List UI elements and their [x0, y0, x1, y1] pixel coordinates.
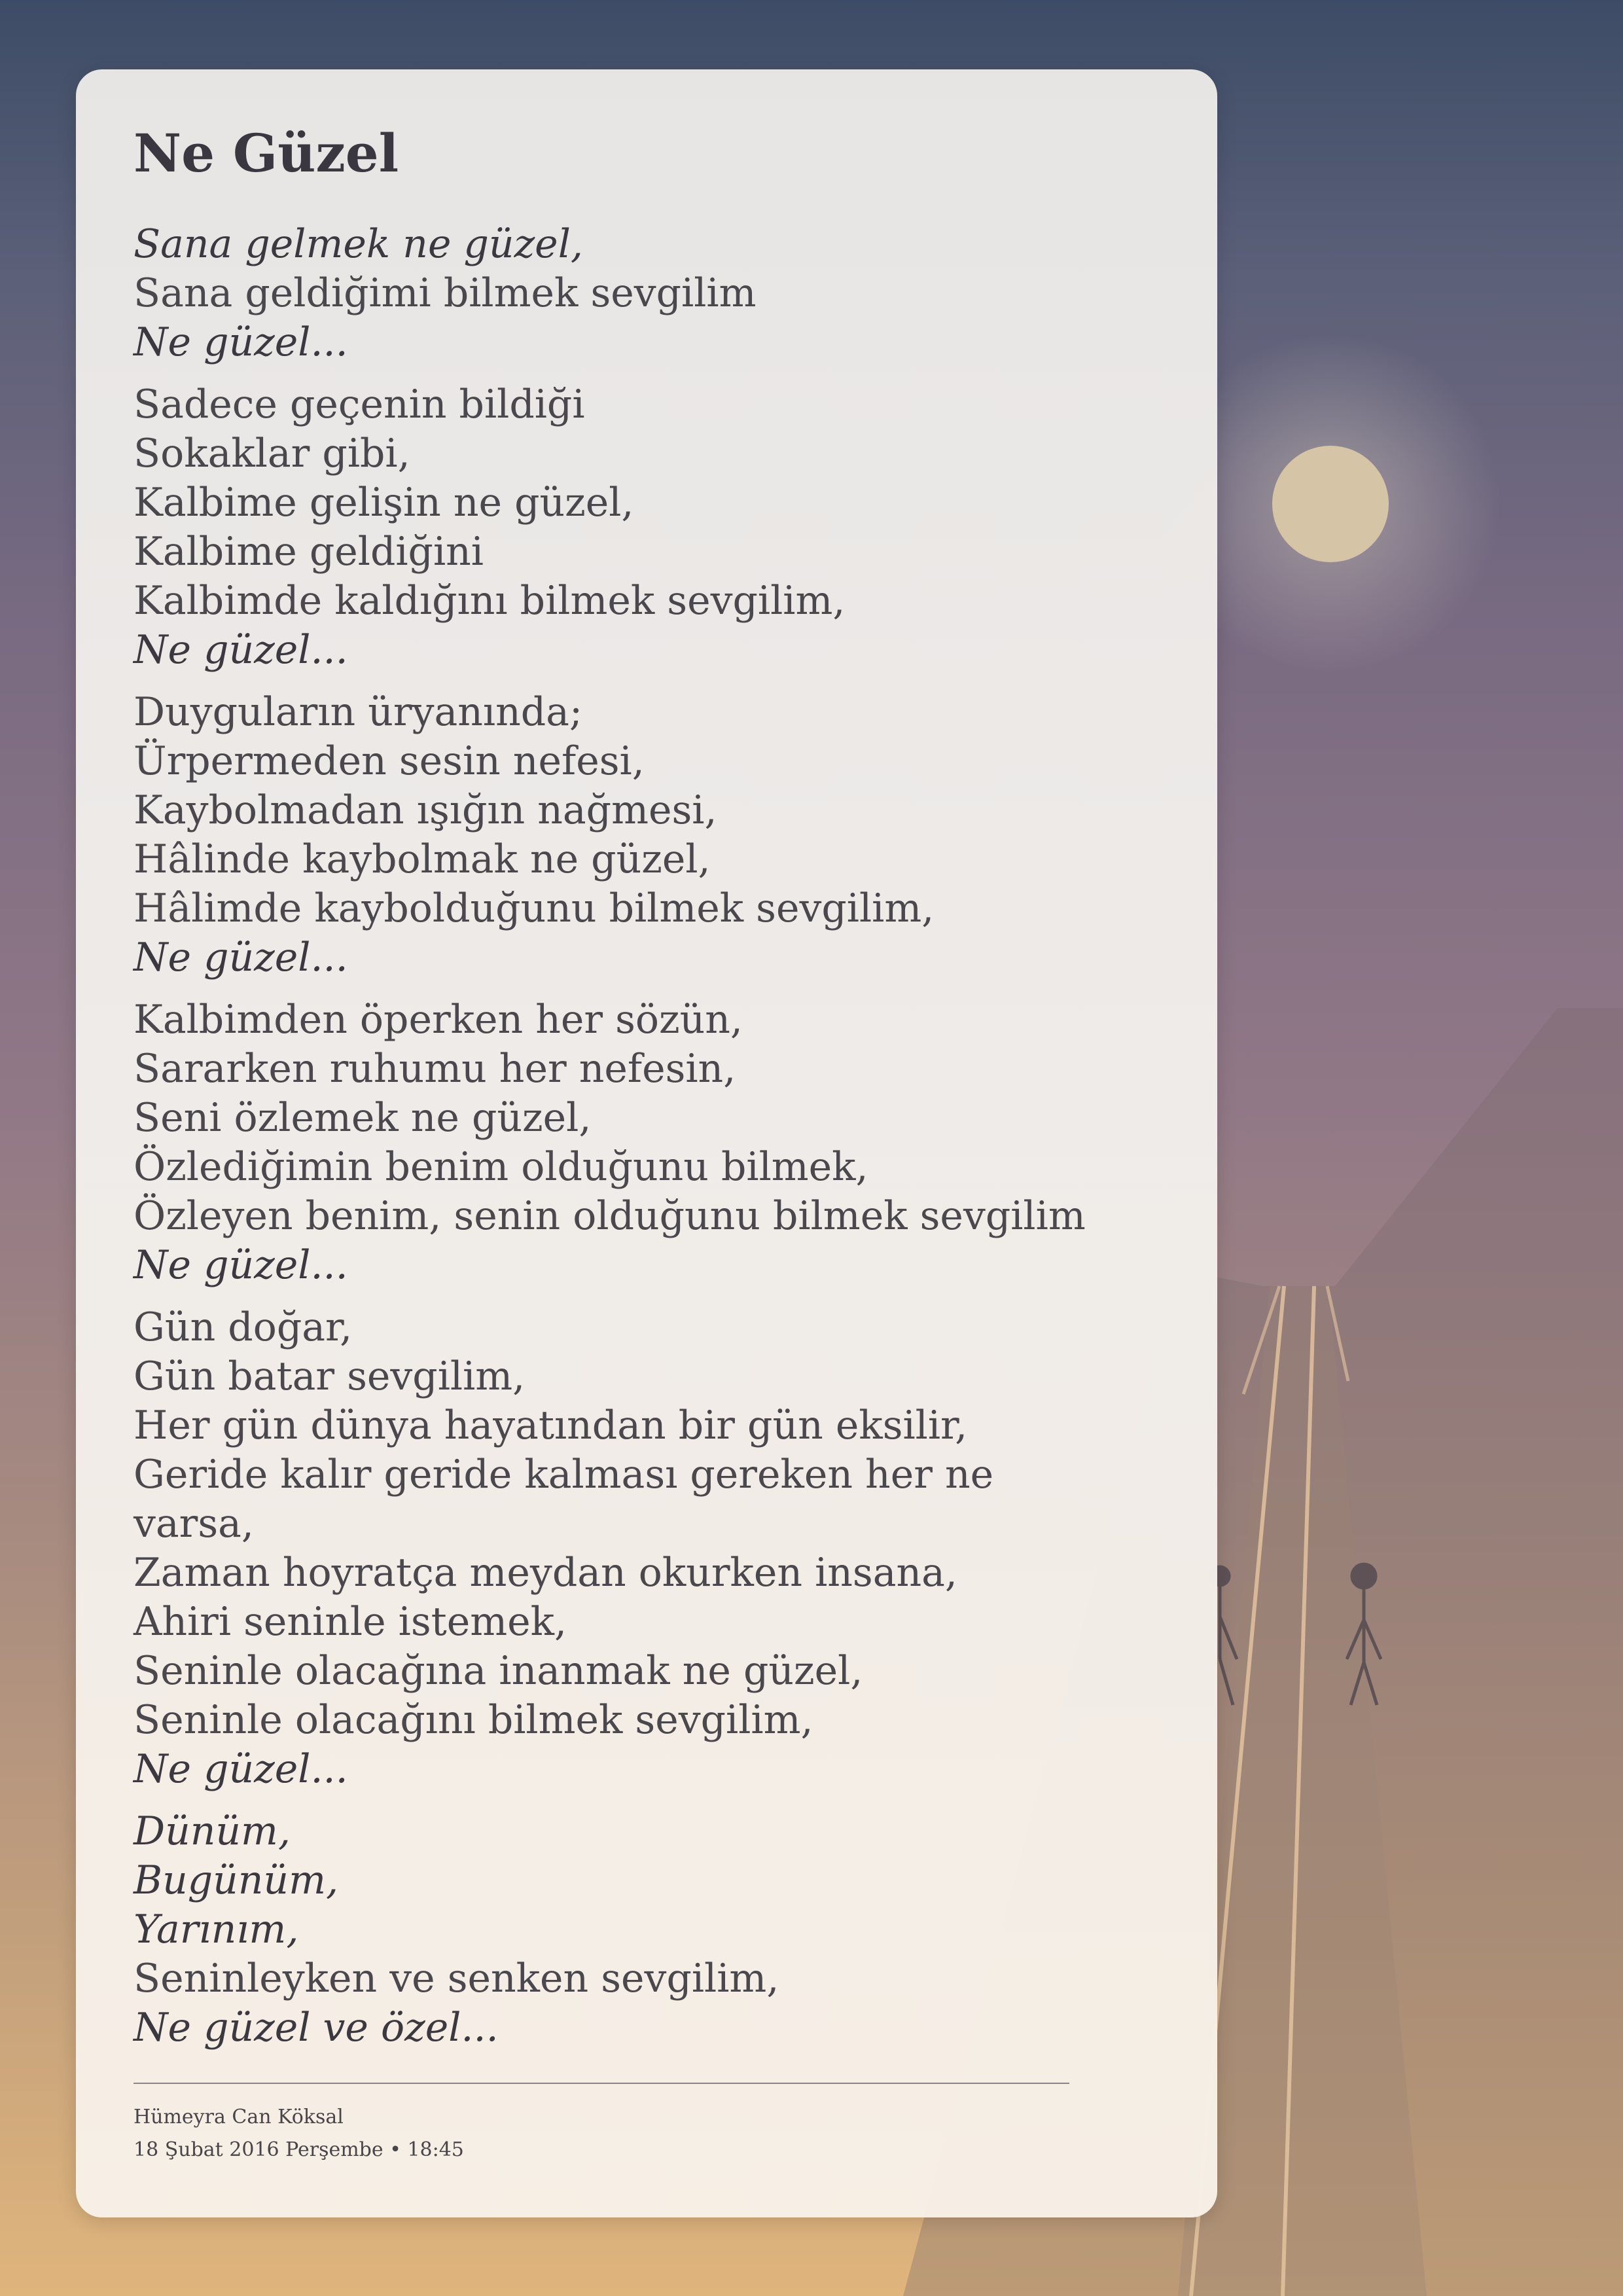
- poem-line: Seninleyken ve senken sevgilim,: [134, 1956, 779, 2001]
- poem-line: Ne güzel ve özel...: [134, 2005, 499, 2051]
- stanza: [134, 220, 1160, 367]
- author-name: Hümeyra Can Köksal: [134, 2106, 344, 2128]
- poem-line: Hâlinde kaybolmak ne güzel,: [134, 836, 711, 882]
- poem-line: Bugünüm,: [134, 1857, 339, 1903]
- poem-line: varsa,: [134, 1501, 254, 1547]
- poem-line: Kalbimde kaldığını bilmek sevgilim,: [134, 578, 846, 624]
- poem-line: Ahiri seninle istemek,: [134, 1599, 567, 1645]
- poem-line: Seni özlemek ne güzel,: [134, 1095, 592, 1141]
- poem-line: Sadece geçenin bildiği: [134, 382, 585, 427]
- stanza: [134, 1807, 1160, 2053]
- divider: [134, 2083, 1069, 2084]
- poem-line: Sana gelmek ne güzel,: [134, 221, 583, 267]
- poem-line: Seninle olacağına inanmak ne güzel,: [134, 1648, 863, 1694]
- poem-line: Gün batar sevgilim,: [134, 1354, 526, 1399]
- poem-line: Yarınım,: [134, 1907, 299, 1952]
- poem-line: Geride kalır geride kalması gereken her ne: [134, 1452, 994, 1498]
- stanza: [134, 996, 1160, 1290]
- poem-line: Zaman hoyratça meydan okurken insana,: [134, 1550, 957, 1596]
- poem-line: Ürpermeden sesin nefesi,: [134, 738, 645, 784]
- stanza: [134, 380, 1160, 675]
- poem-line: Ne güzel...: [134, 1242, 348, 1288]
- separator: •: [389, 2138, 401, 2161]
- poem-line: Sana geldiğimi bilmek sevgilim: [134, 270, 757, 316]
- post-time: 18:45: [407, 2138, 464, 2161]
- poem-line: Dünüm,: [134, 1808, 291, 1854]
- poem-line: Ne güzel...: [134, 319, 348, 365]
- poem-line: Ne güzel...: [134, 627, 348, 673]
- moon-icon: [1272, 446, 1389, 562]
- poem-body: [134, 220, 1160, 2053]
- poem-line: Sararken ruhumu her nefesin,: [134, 1046, 736, 1092]
- poem-meta: [134, 2101, 1160, 2166]
- stanza: [134, 688, 1160, 982]
- poem-card: [76, 69, 1217, 2217]
- poem-line: Hâlimde kaybolduğunu bilmek sevgilim,: [134, 886, 935, 931]
- poem-line: Her gün dünya hayatından bir gün eksilir,: [134, 1403, 968, 1448]
- stanza: [134, 1303, 1160, 1794]
- poem-line: Kalbimden öperken her sözün,: [134, 997, 743, 1043]
- poem-line: Özleyen benim, senin olduğunu bilmek sevgilim: [134, 1193, 1086, 1239]
- post-date: 18 Şubat 2016 Perşembe: [134, 2138, 383, 2161]
- poem-line: Sokaklar gibi,: [134, 431, 410, 476]
- poem-line: Ne güzel...: [134, 1746, 348, 1792]
- poem-line: Kaybolmadan ışığın nağmesi,: [134, 787, 717, 833]
- poem-line: Duyguların üryanında;: [134, 689, 583, 735]
- poem-title: Ne Güzel: [134, 122, 399, 184]
- poem-line: Seninle olacağını bilmek sevgilim,: [134, 1697, 813, 1743]
- poem-line: Kalbime gelişin ne güzel,: [134, 480, 634, 526]
- poem-line: Ne güzel...: [134, 935, 348, 980]
- poem-line: Özlediğimin benim olduğunu bilmek,: [134, 1144, 868, 1190]
- poem-line: Kalbime geldiğini: [134, 529, 484, 575]
- poem-line: Gün doğar,: [134, 1304, 353, 1350]
